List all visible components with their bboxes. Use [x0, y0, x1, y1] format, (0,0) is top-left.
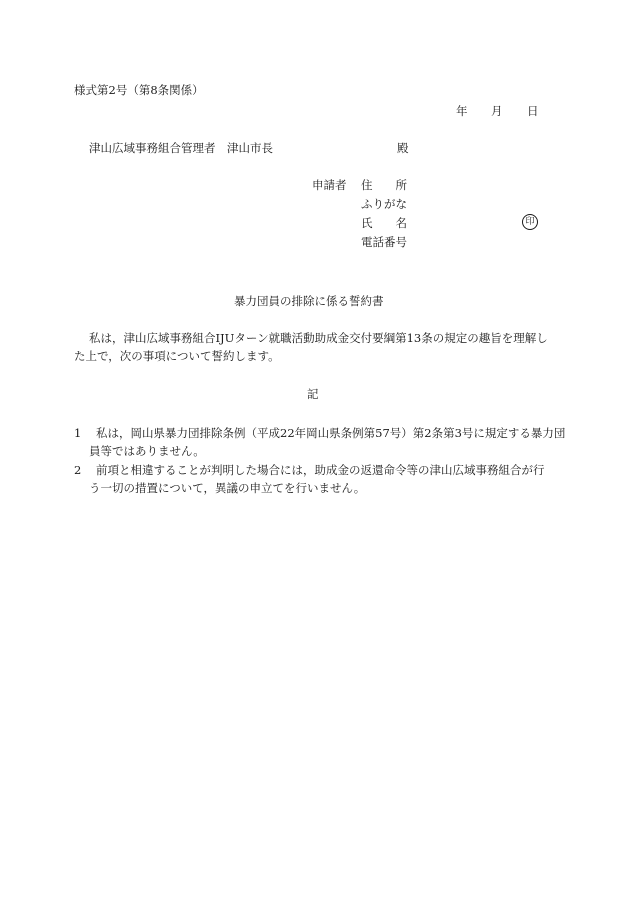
form-number-label: 様式第2号（第8条関係） — [74, 83, 204, 97]
item-number: 1 — [74, 426, 82, 440]
date-day: 日 — [527, 104, 539, 118]
document-title: 暴力団員の排除に係る誓約書 — [234, 294, 384, 308]
date-month: 月 — [491, 104, 503, 118]
body-line-1: 私は，津山広域事務組合IJUターン就職活動助成金交付要綱第13条の規定の趣旨を理解し — [89, 331, 548, 345]
furigana-label: ふりがな — [361, 197, 407, 211]
address-label: 住 所 — [361, 178, 407, 192]
date-year: 年 — [456, 104, 468, 118]
phone-label: 電話番号 — [361, 235, 407, 249]
item-line-1: 前項と相違することが判明した場合には，助成金の返還命令等の津山広域事務組合が行 — [96, 463, 545, 477]
item-line-2: う一切の措置について，異議の申立てを行いません。 — [89, 481, 366, 495]
seal-mark: 印 — [522, 214, 538, 230]
addressee-org: 津山広域事務組合管理者 津山市長 — [89, 141, 273, 155]
addressee-honorific: 殿 — [397, 141, 409, 155]
ki-heading: 記 — [307, 387, 319, 401]
item-line-1: 私は，岡山県暴力団排除条例（平成22年岡山県条例第57号）第2条第3号に規定する暴力団 — [96, 426, 566, 440]
body-line-2: た上で，次の事項について誓約します。 — [74, 349, 280, 363]
name-label: 氏 名 — [361, 216, 407, 230]
item-line-2: 員等ではありません。 — [89, 444, 205, 458]
item-number: 2 — [74, 463, 82, 477]
applicant-label: 申請者 — [312, 178, 347, 192]
